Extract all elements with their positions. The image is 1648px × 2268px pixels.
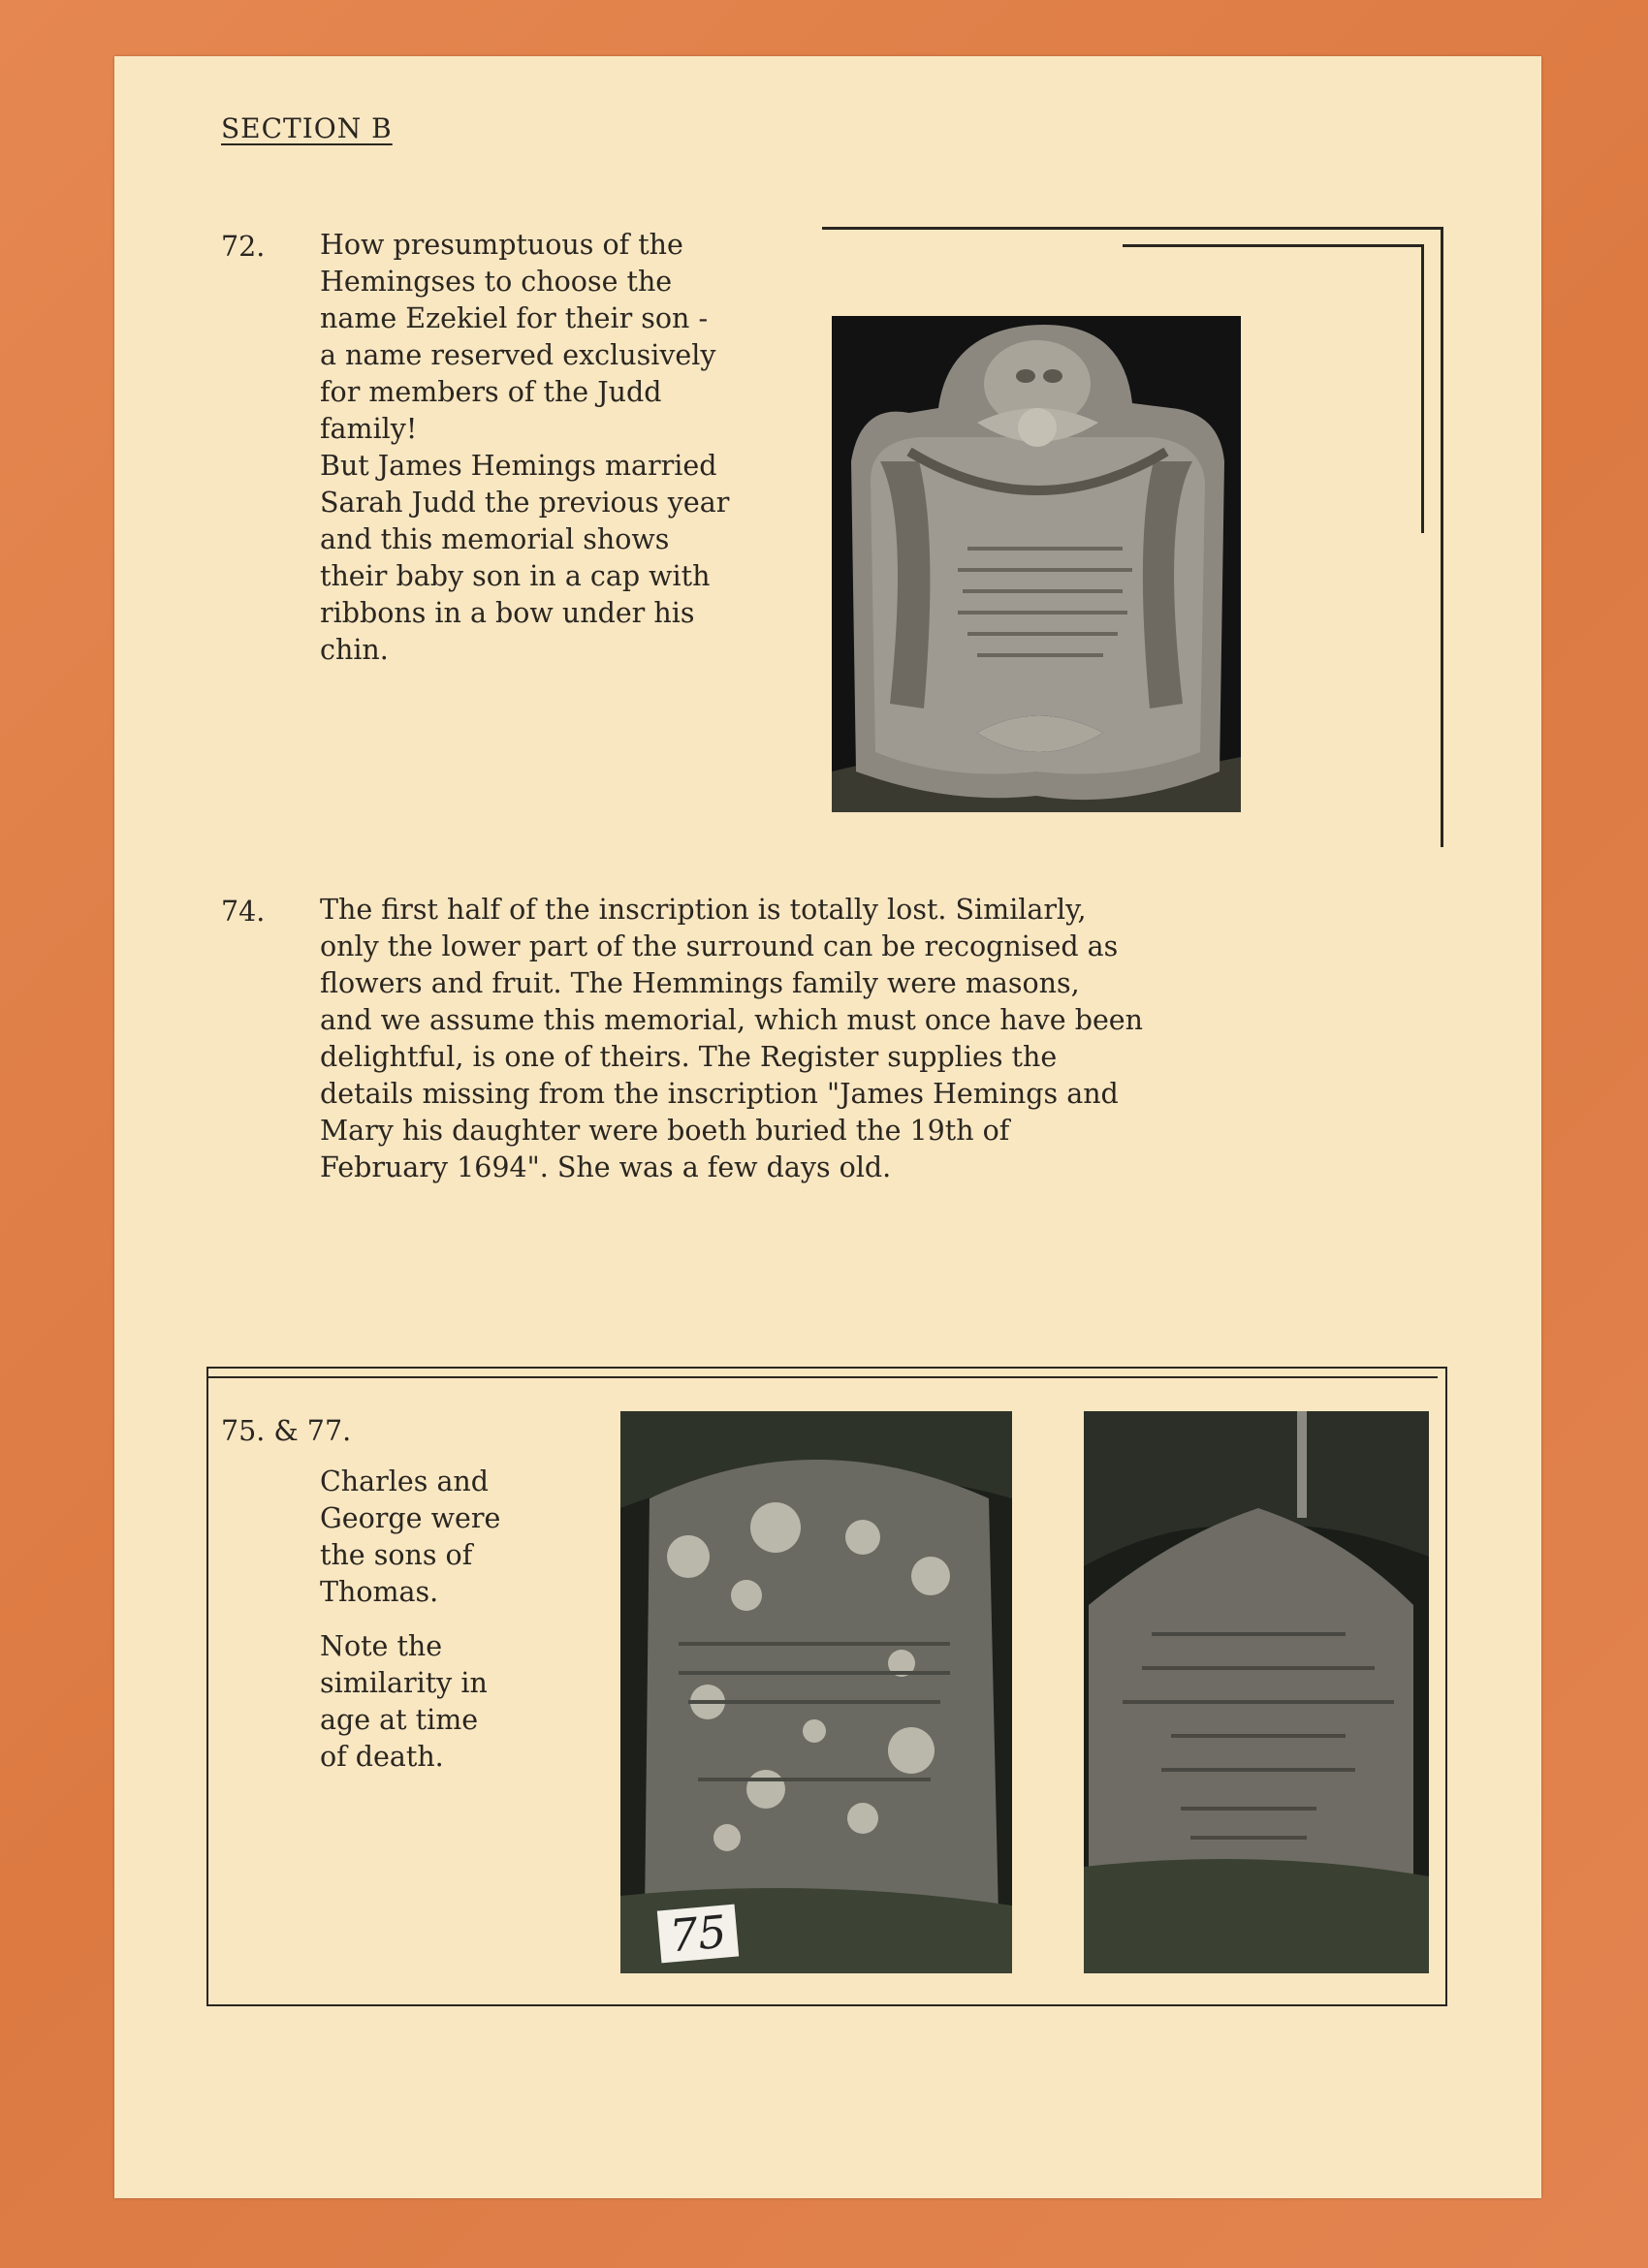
carved-headstone-photo-icon — [832, 316, 1241, 812]
entry-number-75-77: 75. & 77. — [221, 1415, 352, 1447]
headstone-photo-77 — [1084, 1411, 1429, 1973]
entry-text-75-77-b: Note the similarity in age at time of death. — [320, 1630, 488, 1773]
corner-rule-inner-top — [1123, 244, 1423, 247]
document-page — [114, 56, 1541, 2198]
entry-number-72: 72. — [221, 231, 266, 263]
entry-text-74: The first half of the inscription is totally lost. Similarly, only the lower part of the surround can be recognised as flowers and fruit. The Hemmings family were masons, and we assume this memorial, which must once have been delightful, is one of theirs. The Register supplies the details missing from the inscription "James Hemings and Mary his daughter were boeth buried the 19th of February 1694". She was a few days old. — [320, 894, 1144, 1183]
headstone-photo-72 — [832, 316, 1241, 812]
photo-label-75: 75 — [657, 1905, 739, 1964]
lichen-headstone-photo-icon — [620, 1411, 1012, 1973]
corner-rule-outer-side — [1441, 227, 1443, 847]
entry-number-74: 74. — [221, 896, 266, 928]
headstone-photo-75 — [620, 1411, 1012, 1973]
corner-rule-inner-side — [1421, 244, 1424, 533]
corner-rule-outer-top — [822, 227, 1442, 230]
weathered-headstone-photo-icon — [1084, 1411, 1429, 1973]
box-inner-top-rule — [206, 1376, 1438, 1378]
section-title: SECTION B — [221, 112, 393, 144]
entry-text-75-77-a: Charles and George were the sons of Thomas. — [320, 1465, 501, 1608]
entry-text-72: How presumptuous of the Hemingses to choose the name Ezekiel for their son - a name reserved exclusively for members of the Judd family! But James Hemings married Sarah Judd the previous year and this memorial shows their baby son in a cap with ribbons in a bow under his chin. — [320, 229, 730, 666]
